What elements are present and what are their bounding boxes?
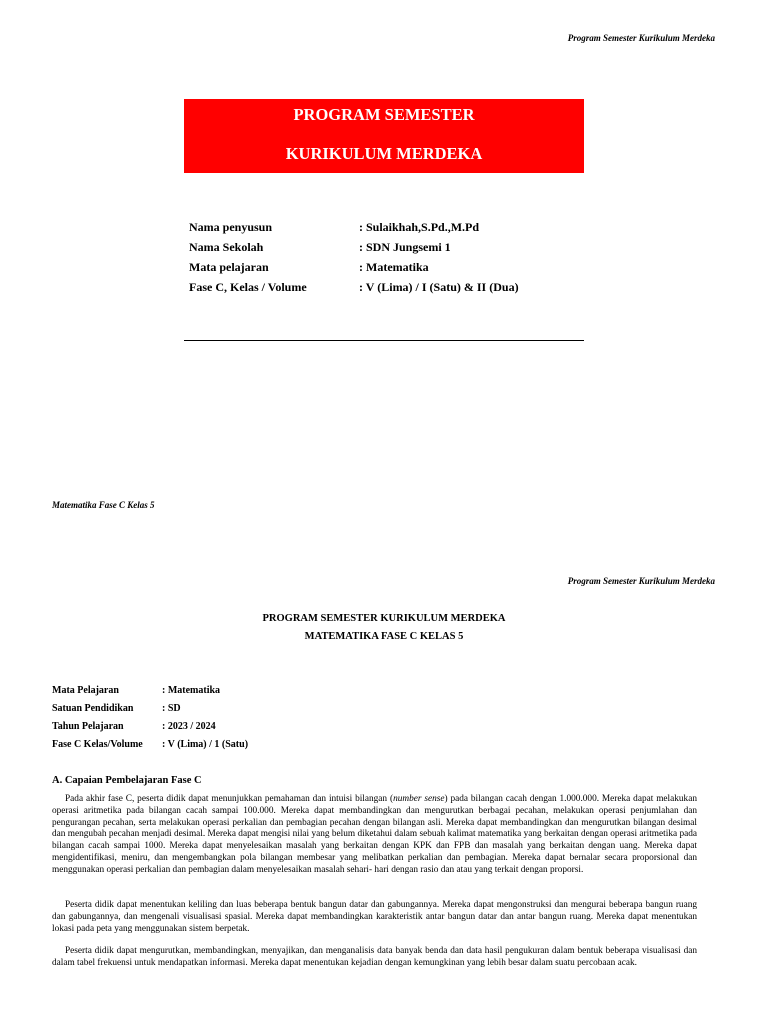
- info-label: Nama Sekolah: [189, 240, 264, 254]
- info-value: : SDN Jungsemi 1: [359, 240, 451, 254]
- paragraph-text: Pada akhir fase C, peserta didik dapat menunjukkan pemahaman dan intuisi bilangan (: [65, 794, 394, 804]
- paragraph-data: Peserta didik dapat mengurutkan, membandingkan, menyajikan, dan menganalisis data banyak benda dan data hasil pengukuran dalam bentuk beberapa visualisasi dan dalam tabel frekuensi untuk mendapatkan informasi. Mereka dapat menentukan kejadian dengan kemungkinan yang lebih besar dalam suatu percobaan acak.: [52, 946, 697, 968]
- info-label: Nama penyusun: [189, 220, 273, 234]
- meta-label: Mata Pelajaran: [52, 685, 119, 696]
- paragraph-geometry: Peserta didik dapat menentukan keliling dan luas beberapa bentuk bangun datar dan gabungannya. Mereka dapat mengonstruksi dan mengurai beberapa bangun ruang dan gabungannya, dan mengenali visualisasi spasial. Mereka dapat membandingkan karakteristik antar bangun datar dan antar bangun ruang. Mereka dapat menentukan lokasi pada peta yang menggunakan sistem berpetak.: [52, 900, 697, 934]
- info-label: Fase C, Kelas / Volume: [189, 280, 307, 294]
- info-value: : Sulaikhah,S.Pd.,M.Pd: [359, 220, 480, 234]
- info-value: : Matematika: [359, 260, 429, 274]
- page-footer: Matematika Fase C Kelas 5: [52, 500, 155, 510]
- meta-row-phase: [52, 739, 452, 755]
- meta-value: : SD: [162, 703, 181, 714]
- paragraph-italic-term: number sense: [393, 794, 445, 804]
- meta-label: Tahun Pelajaran: [52, 721, 124, 732]
- title-box: [184, 99, 584, 173]
- meta-value: : 2023 / 2024: [162, 721, 216, 732]
- paragraph-number: [52, 794, 697, 877]
- divider-line: [184, 340, 584, 341]
- meta-label: Fase C Kelas/Volume: [52, 739, 143, 750]
- info-row-subject: [189, 260, 609, 280]
- title-line-2: KURIKULUM MERDEKA: [285, 144, 483, 163]
- meta-row-subject: [52, 685, 452, 701]
- document-title: PROGRAM SEMESTER KURIKULUM MERDEKA: [262, 613, 506, 624]
- meta-value: : V (Lima) / 1 (Satu): [162, 739, 249, 750]
- meta-row-year: [52, 721, 452, 737]
- info-row-phase: [189, 280, 609, 300]
- info-value: : V (Lima) / I (Satu) & II (Dua): [359, 280, 519, 294]
- info-label: Mata pelajaran: [189, 260, 269, 274]
- document-subtitle: MATEMATIKA FASE C KELAS 5: [304, 631, 464, 642]
- meta-label: Satuan Pendidikan: [52, 703, 134, 714]
- meta-value: : Matematika: [162, 685, 221, 696]
- title-line-1: PROGRAM SEMESTER: [293, 105, 475, 124]
- info-row-author: [189, 220, 609, 240]
- paragraph-text: ) pada bilangan cacah dengan 1.000.000. Mereka dapat melakukan operasi aritmetika pada bilangan cacah sampai 100.000. Mereka dapat membandingkan dan mengurutkan berbagai pecahan, melakukan operasi penjumlahan dan pengurangan pecahan, serta melakukan operasi perkalian dan pembagian pecahan dengan bilangan asli. Mereka dapat membandingkan dan mengurutkan bilangan desimal dan mengubah pecahan menjadi desimal. Mereka dapat mengisi nilai yang belum diketahui dalam sebuah kalimat matematika yang berkaitan dengan operasi aritmetika pada bilangan cacah sampai 1000. Mereka dapat menyelesaikan masalah yang berkaitan dengan KPK dan FPB dan masalah yang berkaitan dengan uang. Mereka dapat mengidentifikasi, meniru, dan mengembangkan pola bilangan membesar yang melibatkan perkalian dan pembagian. Mereka dapat bernalar secara proporsional dan menggunakan operasi perkalian dan pembagian dalam menyelesaikan masalah sehari- hari dengan rasio dan atau yang terkait dengan proporsi.: [52, 794, 697, 875]
- running-header: Program Semester Kurikulum Merdeka: [567, 576, 715, 586]
- meta-row-level: [52, 703, 452, 719]
- info-row-school: [189, 240, 609, 260]
- section-heading: A. Capaian Pembelajaran Fase C: [52, 775, 202, 786]
- running-header: Program Semester Kurikulum Merdeka: [567, 33, 715, 43]
